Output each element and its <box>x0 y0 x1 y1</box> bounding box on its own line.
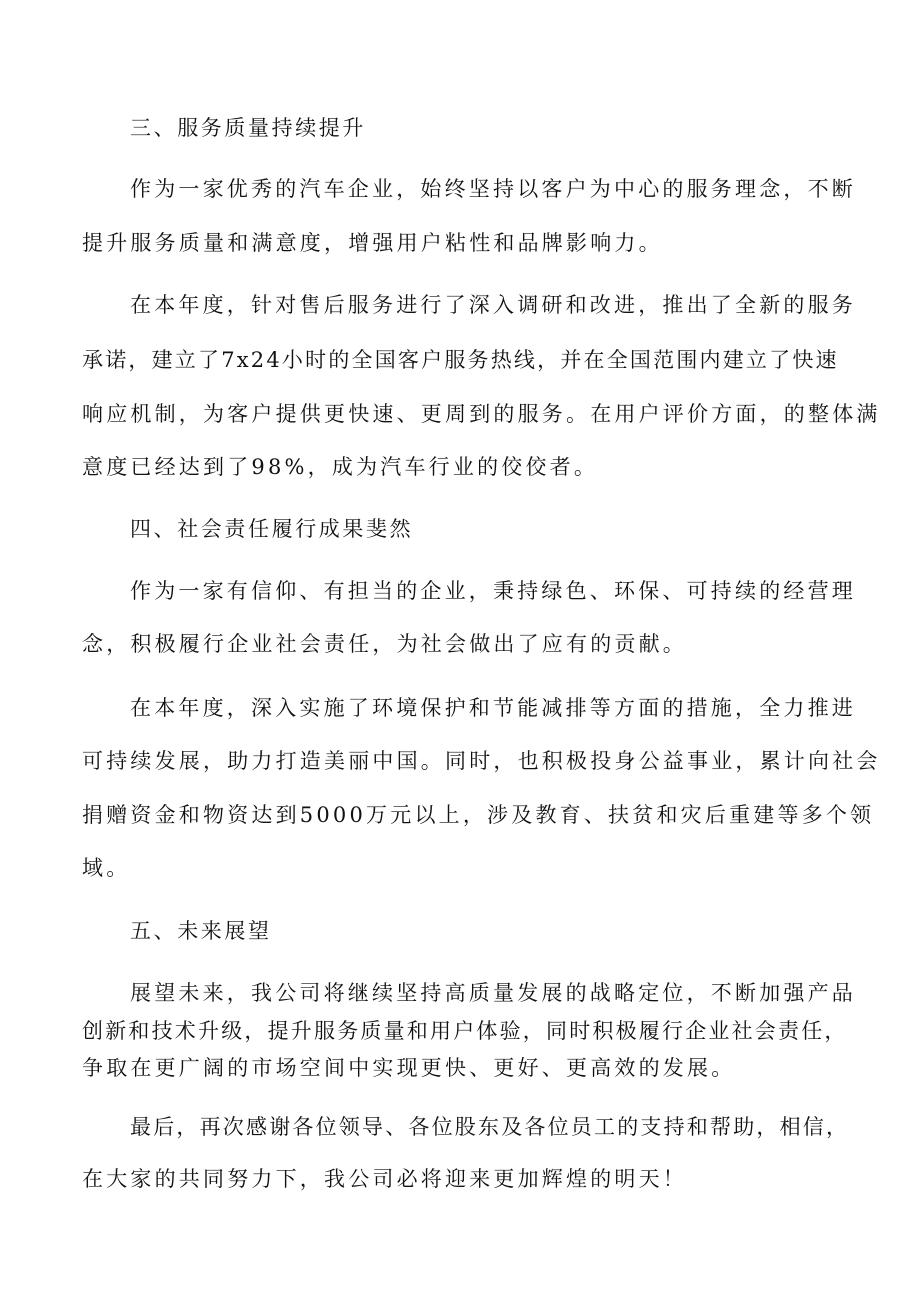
paragraph-line: 域。 <box>82 856 131 880</box>
paragraph-line: 作为一家有信仰、有担当的企业，秉持绿色、环保、可持续的经营理 <box>130 579 856 603</box>
paragraph-line: 捐赠资金和物资达到5000万元以上，涉及教育、扶贫和灾后重建等多个领 <box>82 803 875 827</box>
section-heading: 五、未来展望 <box>130 919 272 943</box>
section-heading: 四、社会责任履行成果斐然 <box>130 517 414 541</box>
section-heading: 三、服务质量持续提升 <box>130 116 366 140</box>
paragraph-line: 可持续发展，助力打造美丽中国。同时，也积极投身公益事业，累计向社会 <box>82 749 881 773</box>
paragraph-line: 念，积极履行企业社会责任，为社会做出了应有的贡献。 <box>82 632 687 656</box>
paragraph-line: 展望未来，我公司将继续坚持高质量发展的战略定位，不断加强产品 <box>130 981 856 1005</box>
paragraph-line: 在本年度，针对售后服务进行了深入调研和改进，推出了全新的服务 <box>130 293 856 317</box>
paragraph-line: 作为一家优秀的汽车企业，始终坚持以客户为中心的服务理念，不断 <box>130 177 856 201</box>
paragraph-line: 承诺，建立了7x24小时的全国客户服务热线，并在全国范围内建立了快速 <box>82 348 839 372</box>
paragraph-line: 在大家的共同努力下，我公司必将迎来更加辉煌的明天！ <box>82 1167 687 1191</box>
paragraph-line: 争取在更广阔的市场空间中实现更快、更好、更高效的发展。 <box>82 1056 736 1080</box>
paragraph-line: 创新和技术升级，提升服务质量和用户体验，同时积极履行企业社会责任， <box>82 1019 848 1043</box>
paragraph-line: 提升服务质量和满意度，增强用户粘性和品牌影响力。 <box>82 231 663 255</box>
paragraph-line: 意度已经达到了98%，成为汽车行业的佼佼者。 <box>82 455 599 479</box>
paragraph-line: 最后，再次感谢各位领导、各位股东及各位员工的支持和帮助，相信， <box>130 1115 850 1139</box>
paragraph-line: 响应机制，为客户提供更快速、更周到的服务。在用户评价方面，的整体满 <box>82 402 881 426</box>
paragraph-line: 在本年度，深入实施了环境保护和节能减排等方面的措施，全力推进 <box>130 696 856 720</box>
